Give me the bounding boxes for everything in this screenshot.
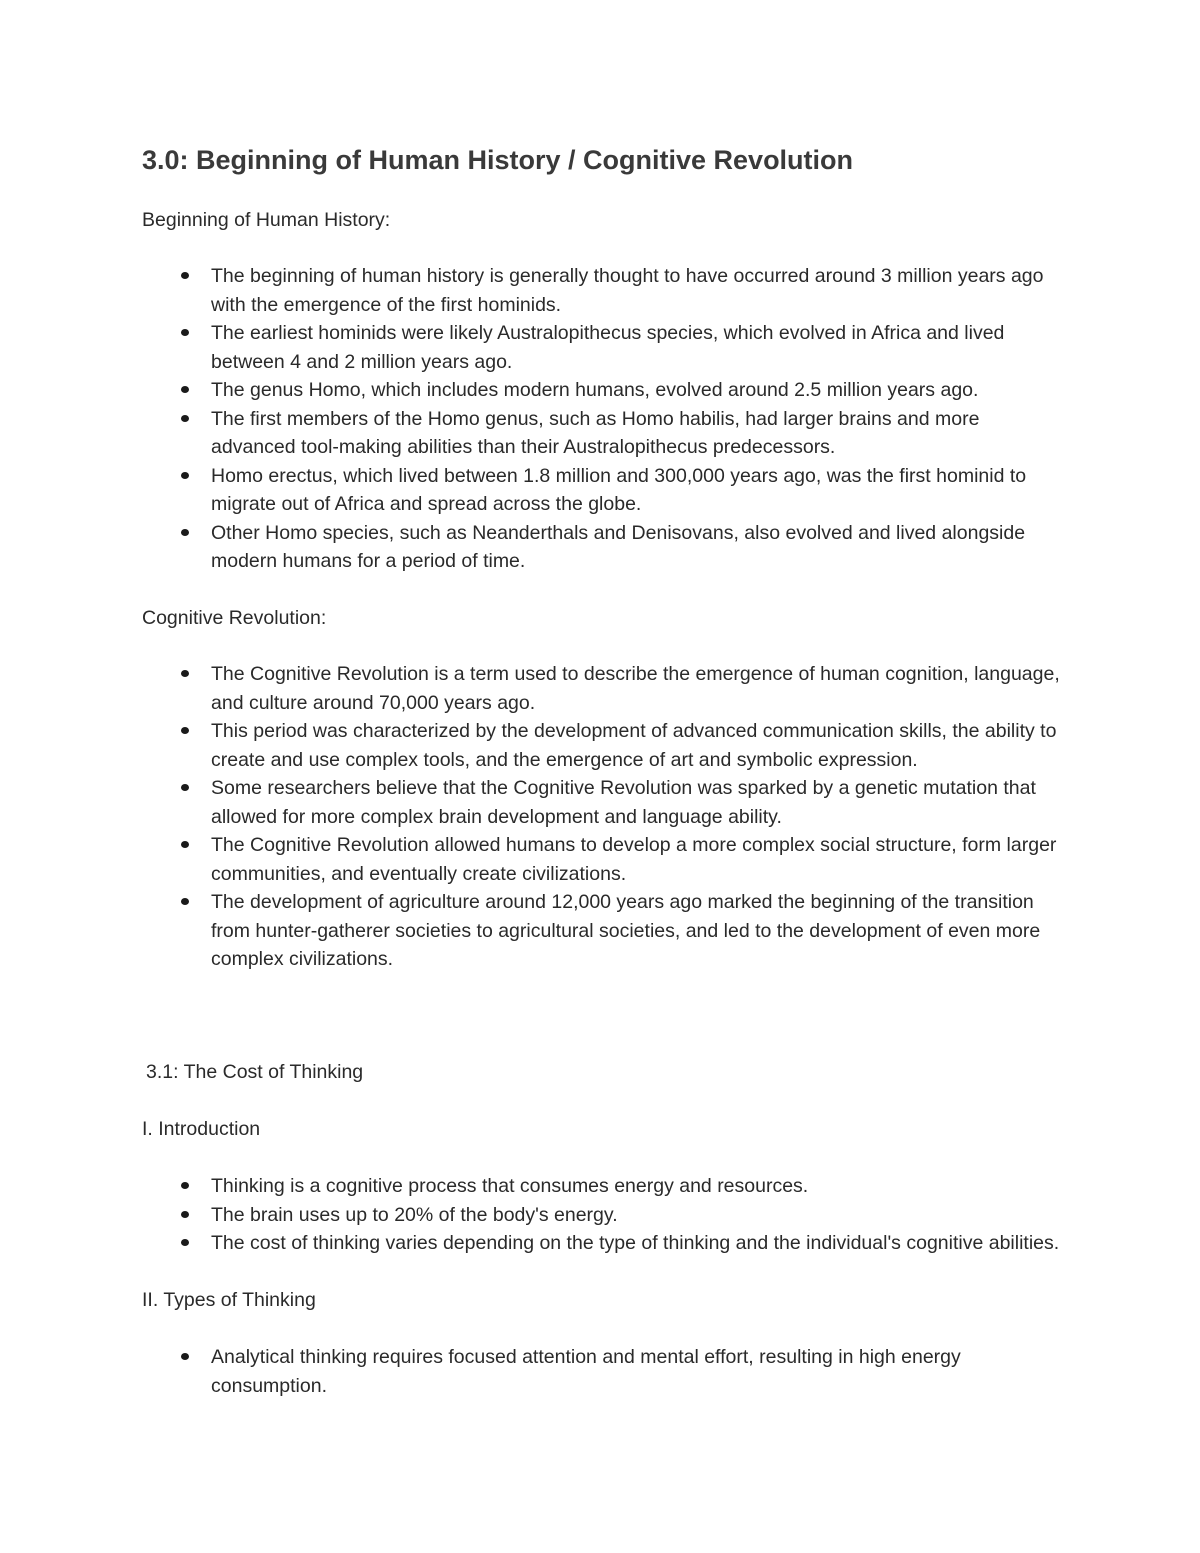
bullet-icon — [181, 1353, 189, 1360]
list-item: Some researchers believe that the Cognitive Revolution was sparked by a genetic mutation that allowed for more complex brain development and language ability. — [142, 774, 1062, 831]
list-item: The cost of thinking varies depending on the type of thinking and the individual's cognitive abilities. — [142, 1229, 1062, 1258]
section-heading-cost-of-thinking: 3.1: The Cost of Thinking — [146, 1061, 364, 1083]
page-title: 3.0: Beginning of Human History / Cognitive Revolution — [142, 145, 854, 175]
bullet-icon — [181, 529, 189, 536]
bullet-icon — [181, 1182, 189, 1189]
bullet-icon — [181, 415, 189, 422]
list-item: Analytical thinking requires focused attention and mental effort, resulting in high energy consumption. — [142, 1343, 1062, 1400]
bullet-icon — [181, 272, 189, 279]
types-list — [142, 1343, 1062, 1400]
list-item: The first members of the Homo genus, such as Homo habilis, had larger brains and more advanced tool-making abilities than their Australopithecus predecessors. — [142, 405, 1062, 462]
bullet-icon — [181, 472, 189, 479]
bullet-icon — [181, 727, 189, 734]
beginning-list — [142, 262, 1062, 576]
bullet-icon — [181, 784, 189, 791]
list-item: Homo erectus, which lived between 1.8 million and 300,000 years ago, was the first hominid to migrate out of Africa and spread across the globe. — [142, 462, 1062, 519]
bullet-icon — [181, 1239, 189, 1246]
list-item: The earliest hominids were likely Australopithecus species, which evolved in Africa and lived between 4 and 2 million years ago. — [142, 319, 1062, 376]
bullet-icon — [181, 329, 189, 336]
list-item: The brain uses up to 20% of the body's energy. — [142, 1201, 1062, 1230]
cognitive-list — [142, 660, 1062, 974]
list-item: The genus Homo, which includes modern humans, evolved around 2.5 million years ago. — [142, 376, 1062, 405]
bullet-icon — [181, 1211, 189, 1218]
bullet-icon — [181, 898, 189, 905]
subheading-introduction: I. Introduction — [142, 1118, 261, 1140]
introduction-list — [142, 1172, 1062, 1258]
list-item: Other Homo species, such as Neanderthals and Denisovans, also evolved and lived alongside modern humans for a period of time. — [142, 519, 1062, 576]
list-item: The development of agriculture around 12,000 years ago marked the beginning of the transition from hunter-gatherer societies to agricultural societies, and led to the development of even more complex civilizations. — [142, 888, 1062, 974]
bullet-icon — [181, 841, 189, 848]
list-item: This period was characterized by the development of advanced communication skills, the ability to create and use complex tools, and the emergence of art and symbolic expression. — [142, 717, 1062, 774]
bullet-icon — [181, 386, 189, 393]
list-item: The beginning of human history is generally thought to have occurred around 3 million years ago with the emergence of the first hominids. — [142, 262, 1062, 319]
list-item: The Cognitive Revolution is a term used to describe the emergence of human cognition, language, and culture around 70,000 years ago. — [142, 660, 1062, 717]
list-item: Thinking is a cognitive process that consumes energy and resources. — [142, 1172, 1062, 1201]
subheading-types-of-thinking: II. Types of Thinking — [142, 1289, 316, 1311]
list-item: The Cognitive Revolution allowed humans to develop a more complex social structure, form larger communities, and eventually create civilizations. — [142, 831, 1062, 888]
bullet-icon — [181, 670, 189, 677]
section-heading-beginning: Beginning of Human History: — [142, 209, 391, 231]
section-heading-cognitive: Cognitive Revolution: — [142, 607, 327, 629]
